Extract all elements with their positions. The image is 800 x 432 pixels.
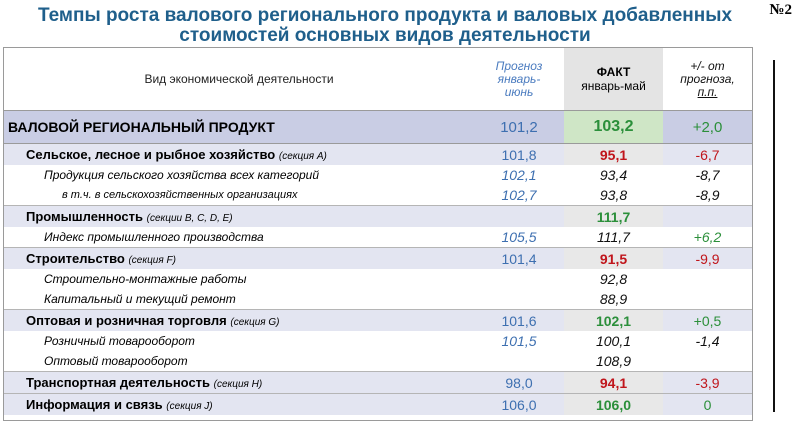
page-title bbox=[0, 6, 770, 46]
row-activity-name bbox=[4, 185, 474, 206]
row-diff-value: -9,9 bbox=[663, 248, 752, 270]
row-forecast-value: 102,1 bbox=[474, 165, 564, 185]
row-activity-label: ВАЛОВОЙ РЕГИОНАЛЬНЫЙ ПРОДУКТ bbox=[8, 119, 275, 135]
table-row bbox=[4, 111, 752, 144]
row-fact-value: 93,4 bbox=[564, 165, 663, 185]
header-forecast bbox=[474, 48, 564, 111]
row-activity-name bbox=[4, 227, 474, 248]
header-fact-period: январь-май bbox=[581, 79, 646, 93]
row-forecast-value bbox=[474, 351, 564, 372]
row-fact-value: 100,1 bbox=[564, 331, 663, 351]
row-forecast-value: 101,2 bbox=[474, 111, 564, 144]
row-activity-label: Строительство bbox=[26, 251, 125, 266]
table-row bbox=[4, 165, 752, 185]
row-fact-value: 88,9 bbox=[564, 289, 663, 310]
row-activity-label: Продукция сельского хозяйства всех категорий bbox=[44, 168, 320, 182]
header-diff-line-1: +/- от bbox=[690, 58, 725, 73]
row-diff-value bbox=[663, 269, 752, 289]
row-section-code: (секции B, C, D, E) bbox=[146, 213, 233, 224]
title-line-1: Темпы роста валового регионального продукта и валовых добавленных bbox=[37, 5, 733, 26]
row-activity-label: Сельское, лесное и рыбное хозяйство bbox=[26, 147, 276, 162]
growth-rates-table bbox=[3, 47, 753, 421]
table-body bbox=[4, 111, 752, 416]
table-row bbox=[4, 144, 752, 166]
table-row bbox=[4, 185, 752, 206]
table-row bbox=[4, 351, 752, 372]
header-fact-title: ФАКТ bbox=[596, 65, 631, 79]
row-fact-value: 111,7 bbox=[564, 227, 663, 248]
row-forecast-value bbox=[474, 289, 564, 310]
row-section-code: (секция H) bbox=[213, 379, 263, 390]
row-activity-name bbox=[4, 165, 474, 185]
row-diff-value: 0 bbox=[663, 394, 752, 416]
row-section-code: (секция J) bbox=[166, 401, 213, 412]
header-forecast-line-1: Прогноз bbox=[495, 58, 543, 73]
row-activity-name bbox=[4, 206, 474, 228]
row-diff-value: +6,2 bbox=[663, 227, 752, 248]
row-activity-name bbox=[4, 111, 474, 144]
row-forecast-value: 101,5 bbox=[474, 331, 564, 351]
row-diff-value: -3,9 bbox=[663, 372, 752, 394]
row-diff-value: -8,7 bbox=[663, 165, 752, 185]
row-diff-value bbox=[663, 289, 752, 310]
row-fact-value: 108,9 bbox=[564, 351, 663, 372]
row-fact-value: 93,8 bbox=[564, 185, 663, 206]
table-row bbox=[4, 227, 752, 248]
table-row bbox=[4, 372, 752, 394]
row-fact-value: 111,7 bbox=[564, 206, 663, 228]
row-activity-name bbox=[4, 144, 474, 166]
row-forecast-value bbox=[474, 269, 564, 289]
row-forecast-value: 98,0 bbox=[474, 372, 564, 394]
header-forecast-line-3: июнь bbox=[504, 84, 534, 99]
table-row bbox=[4, 310, 752, 332]
row-activity-label: Оптовая и розничная торговля bbox=[26, 313, 227, 328]
header-forecast-line-2: январь- bbox=[497, 71, 541, 86]
row-diff-value: +0,5 bbox=[663, 310, 752, 332]
row-forecast-value: 105,5 bbox=[474, 227, 564, 248]
header-diff-line-2: прогноза, bbox=[680, 71, 735, 86]
row-diff-value: -6,7 bbox=[663, 144, 752, 166]
row-diff-value: -8,9 bbox=[663, 185, 752, 206]
row-activity-label: Розничный товарооборот bbox=[44, 334, 195, 348]
table-row bbox=[4, 206, 752, 228]
header-fact bbox=[564, 48, 663, 111]
row-activity-label: Промышленность bbox=[26, 209, 143, 224]
table-row bbox=[4, 394, 752, 416]
row-activity-label: Транспортная деятельность bbox=[26, 375, 211, 390]
row-forecast-value: 101,6 bbox=[474, 310, 564, 332]
row-diff-value bbox=[663, 206, 752, 228]
row-activity-name bbox=[4, 394, 474, 416]
row-forecast-value: 101,8 bbox=[474, 144, 564, 166]
row-forecast-value: 101,4 bbox=[474, 248, 564, 270]
header-activity-kind: Вид экономической деятельности bbox=[144, 72, 334, 86]
table-row bbox=[4, 269, 752, 289]
row-activity-name bbox=[4, 289, 474, 310]
row-fact-value: 102,1 bbox=[564, 310, 663, 332]
row-activity-name bbox=[4, 269, 474, 289]
title-line-2: стоимостей основных видов деятельности bbox=[179, 25, 591, 46]
row-diff-value: -1,4 bbox=[663, 331, 752, 351]
row-forecast-value: 102,7 bbox=[474, 185, 564, 206]
row-fact-value: 106,0 bbox=[564, 394, 663, 416]
row-fact-value: 91,5 bbox=[564, 248, 663, 270]
row-section-code: (секция А) bbox=[278, 151, 327, 162]
header-diff bbox=[663, 48, 752, 111]
row-fact-value: 94,1 bbox=[564, 372, 663, 394]
header-diff-line-3: п.п. bbox=[697, 84, 718, 99]
table-row bbox=[4, 289, 752, 310]
row-activity-name bbox=[4, 310, 474, 332]
row-activity-label: Строительно-монтажные работы bbox=[44, 272, 247, 286]
row-diff-value: +2,0 bbox=[663, 111, 752, 144]
row-activity-name bbox=[4, 331, 474, 351]
row-fact-value: 103,2 bbox=[564, 111, 663, 144]
row-activity-name bbox=[4, 351, 474, 372]
row-activity-label: Информация и связь bbox=[26, 397, 163, 412]
row-diff-value bbox=[663, 351, 752, 372]
side-divider bbox=[773, 60, 775, 412]
table-row bbox=[4, 248, 752, 270]
row-activity-label: Капитальный и текущий ремонт bbox=[44, 292, 236, 306]
table-header-row bbox=[4, 48, 752, 111]
row-activity-label: в т.ч. в сельскохозяйственных организациях bbox=[62, 189, 298, 201]
row-fact-value: 92,8 bbox=[564, 269, 663, 289]
row-forecast-value: 106,0 bbox=[474, 394, 564, 416]
row-section-code: (секция F) bbox=[128, 255, 176, 266]
row-section-code: (секция G) bbox=[230, 317, 280, 328]
row-fact-value: 95,1 bbox=[564, 144, 663, 166]
table-row bbox=[4, 331, 752, 351]
row-forecast-value bbox=[474, 206, 564, 228]
slide-number: №2 bbox=[769, 2, 792, 18]
row-activity-label: Оптовый товарооборот bbox=[44, 354, 188, 368]
row-activity-name bbox=[4, 372, 474, 394]
row-activity-label: Индекс промышленного производства bbox=[44, 230, 264, 244]
row-activity-name bbox=[4, 248, 474, 270]
